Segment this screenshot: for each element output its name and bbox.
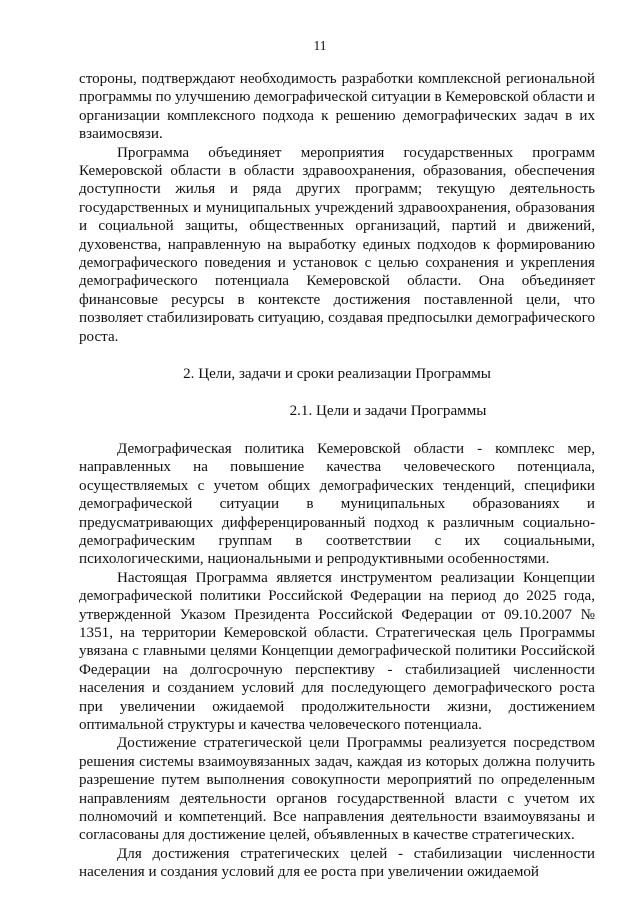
subsection-heading: 2.1. Цели и задачи Программы: [289, 402, 487, 419]
paragraph: Настоящая Программа является инструментом реализации Концепции демографической политики Российской Федерации на период до 2025 года, утвержденной Указом Президента Российской Федерации от 09.10.2007 № 1351, на территории Кемеровской области. Стратегическая цель Программы увязана с главными целями Концепции демографической политики Российской Федерации на долгосрочную перспективу - стабилизацией численности населения и созданием условий для последующего демографического роста при увеличении ожидаемой продолжительности жизни, достижением оптимальной структуры и качества человеческого потенциала.: [79, 569, 595, 733]
document-body: [79, 70, 595, 882]
paragraph: Достижение стратегической цели Программы реализуется посредством решения системы взаимоувязанных задач, каждая из которых должна получить разрешение путем выполнения совокупности мероприятий по определенным направлениям деятельности органов государственной власти с учетом их полномочий и компетенций. Все направления деятельности взаимоувязаны и согласованы для достижение целей, объявленных в качестве стратегических.: [79, 735, 595, 844]
paragraph: Программа объединяет мероприятия государственных программ Кемеровской области в области здравоохранения, образования, обеспечения доступности жилья и ряда других программ; текущую деятельность государственных и муниципальных учреждений здравоохранения, образования и социальной защиты, общественных организаций, партий и движений, духовенства, направленную на выработку единых подходов к формированию демографического поведения и установок с целью сохранения и укрепления демографического потенциала Кемеровской области. Она объединяет финансовые ресурсы в контексте достижения поставленной цели, что позволяет стабилизировать ситуацию, создавая предпосылки демографического роста.: [79, 144, 595, 345]
paragraph: Для достижения стратегических целей - стабилизации численности населения и создания условий для ее роста при увеличении ожидаемой: [79, 845, 595, 881]
paragraph: стороны, подтверждают необходимость разработки комплексной региональной программы по улучшению демографической ситуации в Кемеровской области и организации комплексного подхода к решению демографических задач в их взаимосвязи.: [79, 71, 595, 143]
paragraph: Демографическая политика Кемеровской области - комплекс мер, направленных на повышение качества человеческого потенциала, осуществляемых с учетом общих демографических тенденций, специфики демографической ситуации в муниципальных образованиях и предусматривающих дифференцированный подход к различным социально-демографическим группам в соответствии с их социальными, психологическими, национальными и репродуктивными особенностями.: [79, 440, 595, 568]
section-heading: 2. Цели, задачи и сроки реализации Программы: [183, 366, 491, 383]
page-number: 11: [313, 38, 327, 53]
